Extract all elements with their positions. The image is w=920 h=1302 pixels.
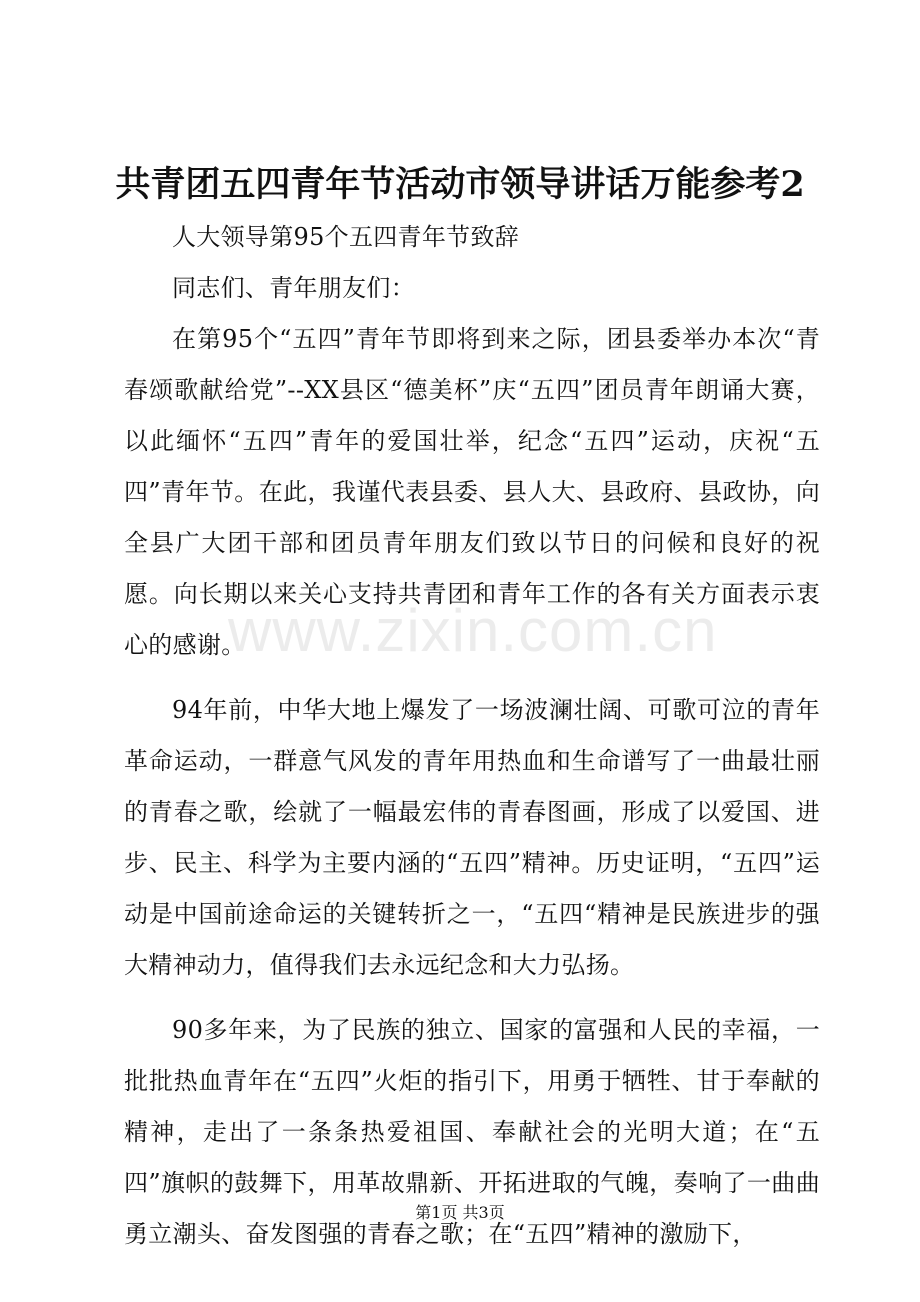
paragraph-salutation: 同志们、青年朋友们： (172, 274, 415, 302)
paragraph-subtitle: 人大领导第95个五四青年节致辞 (172, 223, 520, 251)
paragraph-3: 90多年来，为了民族的独立、国家的富强和人民的幸福，一批批热血青年在“五四”火炬的指引下，用勇于牺牲、甘于奉献的精神，走出了一条条热爱祖国、奉献社会的光明大道；在“五四”旗帜的鼓舞下，用革故鼎新、开拓进取的气魄，奏响了一曲曲勇立潮头、奋发图强的青春之歌；在“五四”精神的激励下， (124, 1016, 820, 1248)
paragraph-2: 94年前，中华大地上爆发了一场波澜壮阔、可歌可泣的青年革命运动，一群意气风发的青年用热血和生命谱写了一曲最壮丽的青春之歌，绘就了一幅最宏伟的青春图画，形成了以爱国、进步、民主、科学为主要内涵的“五四”精神。历史证明，“五四”运动是中国前途命运的关键转折之一，“五四“精神是民族进步的强大精神动力，值得我们去永远纪念和大力弘扬。 (124, 696, 820, 979)
document-body (124, 212, 820, 1260)
document-title: 共青团五四青年节活动市领导讲话万能参考2 (115, 164, 805, 205)
paragraph-1: 在第95个“五四”青年节即将到来之际，团县委举办本次“青春颂歌献给党”--XX县区“德美杯”庆“五四”团员青年朗诵大赛，以此缅怀“五四”青年的爱国壮举，纪念“五四”运动，庆祝“五四”青年节。在此，我谨代表县委、县人大、县政府、县政协，向全县广大团干部和团员青年朋友们致以节日的问候和良好的祝愿。向长期以来关心支持共青团和青年工作的各有关方面表示衷心的感谢。 (124, 325, 820, 659)
page-footer: 第1页 共3页 (415, 1203, 505, 1222)
watermark: www.zixin.com.cn (228, 597, 718, 664)
